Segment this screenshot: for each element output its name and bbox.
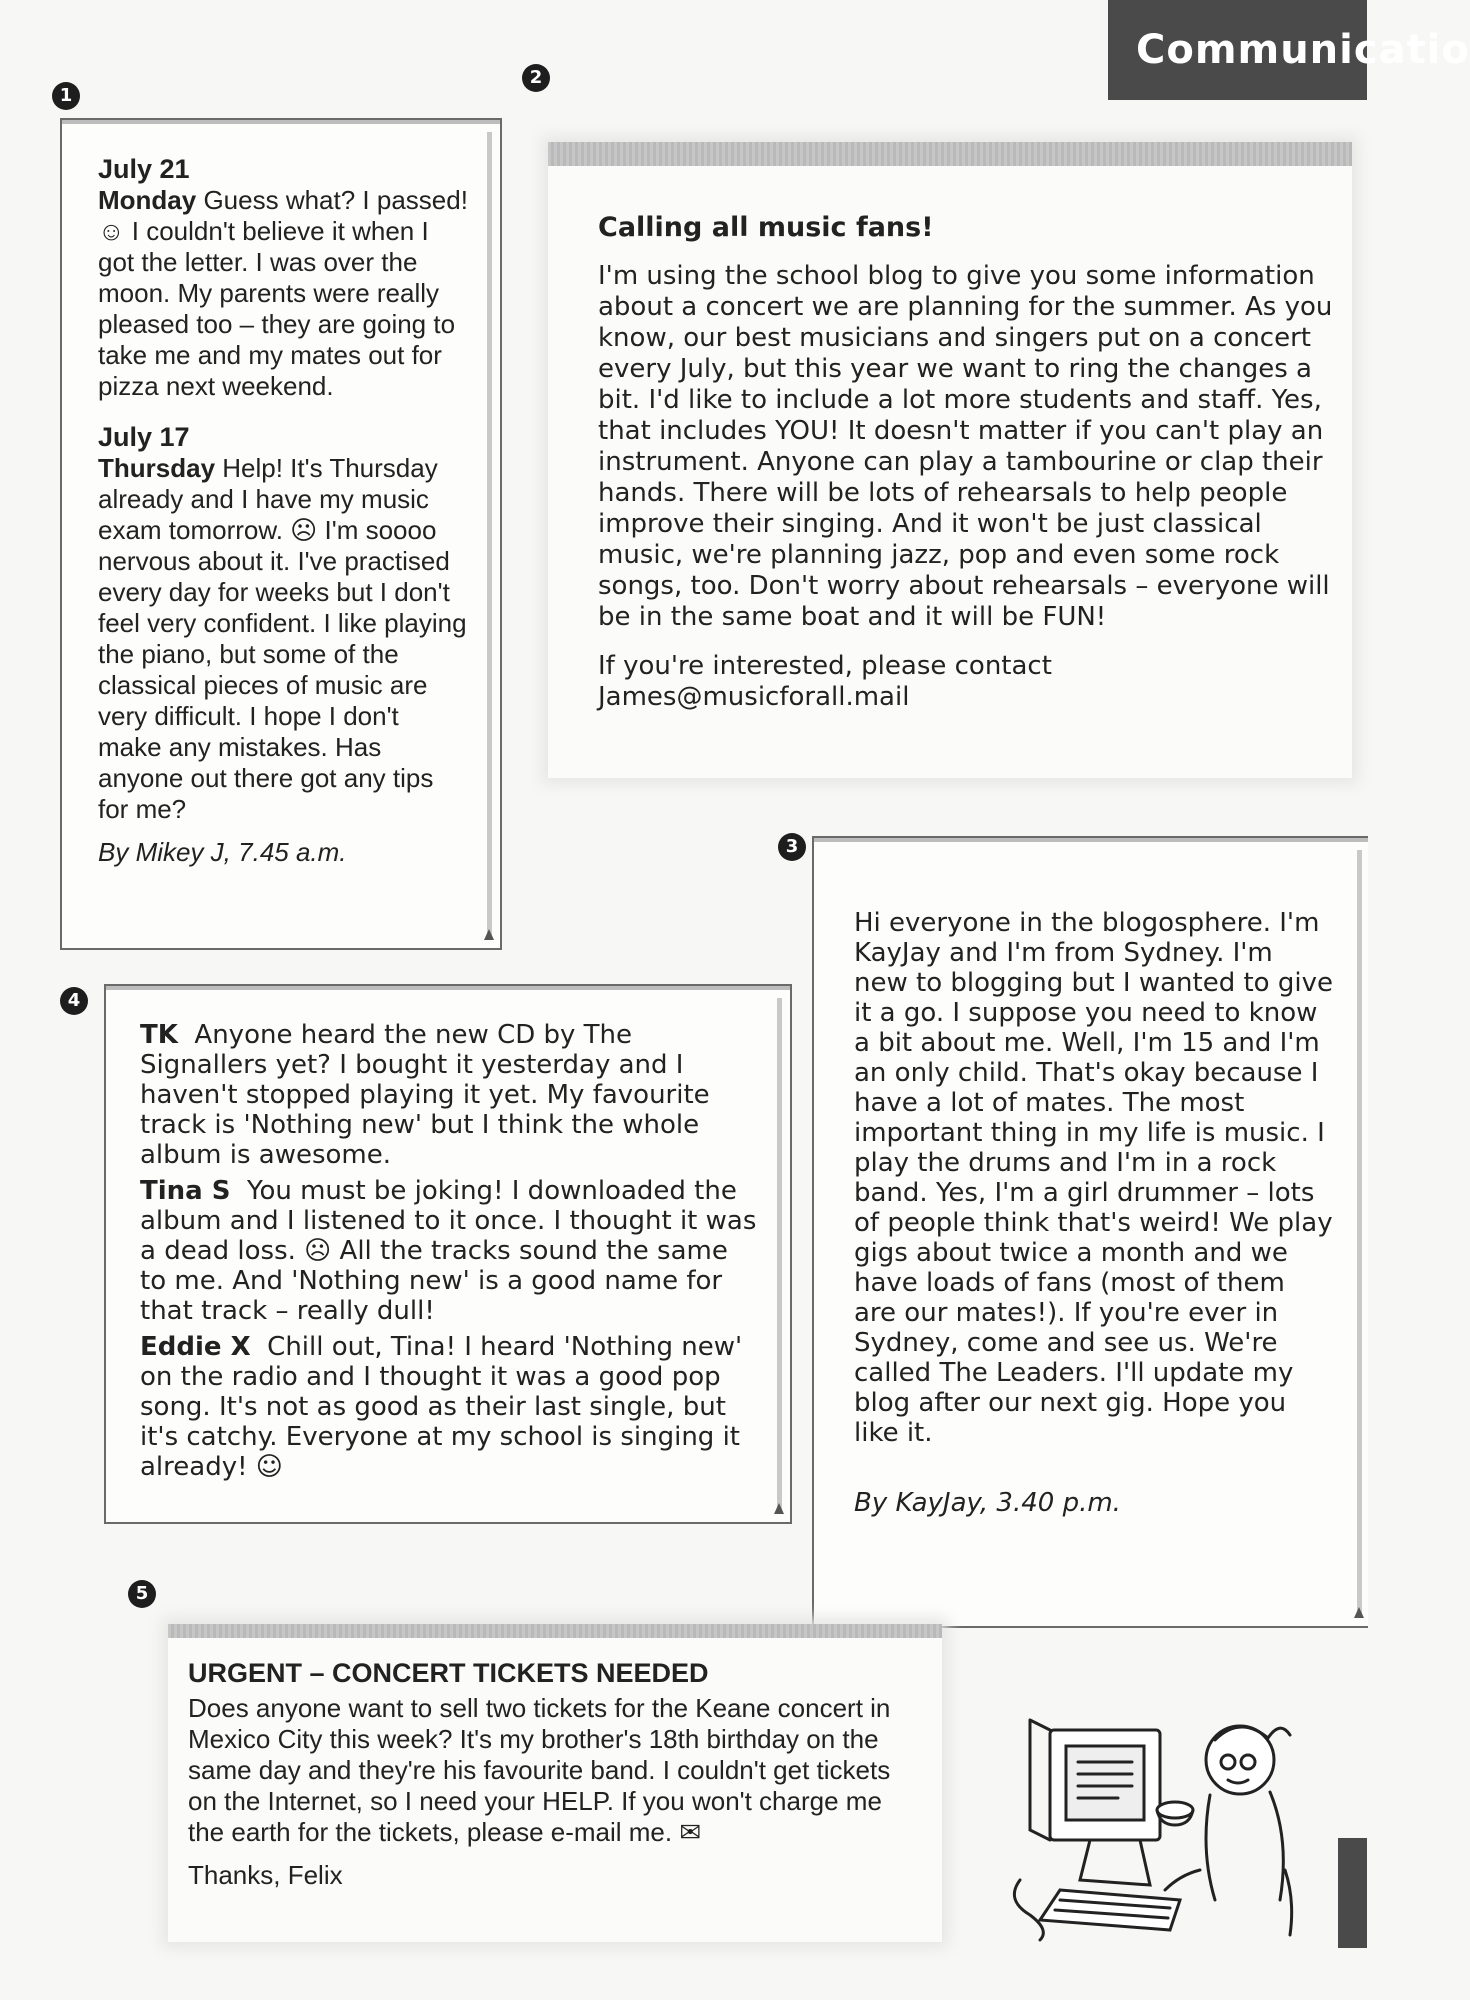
scroll-down-arrow-icon[interactable] — [774, 1503, 784, 1514]
scrollbar[interactable] — [487, 132, 492, 936]
post-3-content — [854, 908, 1334, 1518]
post-body: I'm using the school blog to give you some information about a concert we are planning for the summer. As you know, our best musicians and singers put on a concert every July, but this year we want to ring the changes a bit. I'd like to include a lot more students and staff. Yes, that includes YOU! It doesn't matter if you can't play an instrument. Anyone can play a tambourine or clap their hands. There will be lots of rehearsals to help people improve their singing. And it won't be just classical music, we're planning jazz, pop and even some rock songs, too. Don't worry about rehearsals – everyone will be in the same boat and it will be FUN! — [598, 261, 1333, 632]
post-title: Calling all music fans! — [598, 212, 934, 243]
post-2-content — [598, 212, 1338, 713]
post-top-line — [814, 838, 1368, 842]
comment-text: Anyone heard the new CD by The Signallers yet? I bought it yesterday and I haven't stopped playing it yet. My favourite track is 'Nothing new' but I think the whole album is awesome. — [140, 1020, 710, 1170]
entry-day: Thursday — [98, 453, 216, 483]
sad-face-icon: ☹ — [304, 1236, 332, 1266]
post-signature: By KayJay, 3.40 p.m. — [854, 1488, 1121, 1518]
post-contact: If you're interested, please contact James@musicforall.mail — [598, 651, 1052, 712]
post-title: URGENT – CONCERT TICKETS NEEDED — [188, 1658, 709, 1688]
marker-2: 2 — [522, 64, 550, 92]
post-top-line — [106, 986, 790, 990]
comment-text: All the tracks sound the same to me. And 'Nothing new' is a good name for that track – really dull! — [140, 1236, 728, 1326]
comment — [140, 1332, 760, 1482]
post-date: July 21 — [98, 154, 190, 184]
mail-icon[interactable]: ✉ — [679, 1817, 702, 1847]
marker-1: 1 — [52, 82, 80, 110]
entry-text: I couldn't believe it when I got the letter. I was over the moon. My parents were really pleased too – they are going to take me and my mates out for pizza next weekend. — [98, 216, 456, 401]
entry-text: Help! It's Thursday already and I have my music exam tomorrow. — [98, 453, 438, 545]
entry-text: I'm soooo nervous about it. I've practised every day for weeks but I don't feel very confident. I like playing the piano, but some of the classical pieces of music are very difficult. I hope I don't make any mistakes. Has anyone out there got any tips for me? — [98, 515, 467, 824]
post-1-content — [98, 154, 468, 868]
comment-text: Chill out, Tina! I heard 'Nothing new' on the radio and I thought it was a good pop song. It's not as good as their last single, but it's catchy. Everyone at my school is singing it already! — [140, 1332, 743, 1482]
scroll-down-arrow-icon[interactable] — [484, 929, 494, 940]
scrollbar[interactable] — [1357, 850, 1362, 1614]
commenter-name: TK — [140, 1020, 178, 1050]
post-5-content — [188, 1658, 918, 1891]
page-edge-block — [1338, 1838, 1367, 1948]
comment — [140, 1176, 760, 1326]
marker-5: 5 — [128, 1580, 156, 1608]
post-signoff: Thanks, Felix — [188, 1860, 343, 1890]
marker-3: 3 — [778, 833, 806, 861]
marker-4: 4 — [60, 987, 88, 1015]
post-entry — [98, 185, 468, 402]
entry-text: Guess what? I passed! — [196, 185, 468, 215]
commenter-name: Eddie X — [140, 1332, 251, 1362]
post-body — [188, 1693, 918, 1848]
smiley-icon: ☺ — [255, 1452, 283, 1482]
post-date: July 17 — [98, 422, 190, 452]
post-top-line — [62, 120, 500, 124]
post-body: Hi everyone in the blogosphere. I'm KayJay and I'm from Sydney. I'm new to blogging but I wanted to give it a go. I suppose you need to know a bit about me. Well, I'm 15 and I'm an only child. That's okay because I have a lot of mates. The most important thing in my life is music. I play the drums and I'm in a rock band. Yes, I'm a girl drummer – lots of people think that's weird! We play gigs about twice a month and we have loads of fans (most of them are our mates!). If you're ever in Sydney, come and see us. We're called The Leaders. I'll update my blog after our next gig. Hope you like it. — [854, 908, 1333, 1448]
blog-post-1 — [60, 118, 502, 950]
entry-day: Monday — [98, 185, 197, 215]
post-title-bar — [548, 142, 1352, 166]
smiley-icon: ☺ — [98, 216, 125, 246]
post-signature: By Mikey J, 7.45 a.m. — [98, 837, 347, 867]
scrollbar[interactable] — [777, 998, 782, 1510]
girl-at-computer-illustration — [1000, 1700, 1300, 1940]
post-entry — [98, 453, 468, 825]
sad-face-icon: ☹ — [290, 515, 318, 545]
post-4-content — [140, 1020, 760, 1482]
scroll-down-arrow-icon[interactable] — [1354, 1607, 1364, 1618]
blog-post-4 — [104, 984, 792, 1524]
section-tab: Communicatio — [1108, 0, 1367, 100]
post-body-text: Does anyone want to sell two tickets for the Keane concert in Mexico City this week? It's my brother's 18th birthday on the same day and they're his favourite band. I couldn't get tickets on the Internet, so I need your HELP. If you won't charge me the earth for the tickets, please e-mail me. — [188, 1693, 891, 1847]
blog-post-5 — [168, 1624, 942, 1942]
comment-text: You must be joking! I downloaded the album and I listened to it once. I thought it was a dead loss. — [140, 1176, 757, 1266]
post-title-bar — [168, 1624, 942, 1638]
blog-post-2 — [548, 142, 1352, 778]
comment — [140, 1020, 760, 1170]
commenter-name: Tina S — [140, 1176, 231, 1206]
blog-post-3 — [812, 836, 1368, 1628]
